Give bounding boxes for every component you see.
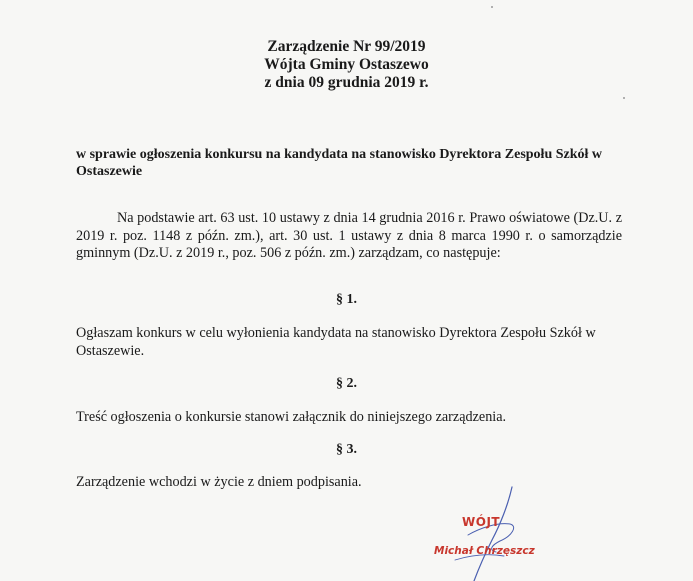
stamp-name: Michał Chrzęszcz	[434, 545, 535, 557]
scan-speck	[491, 6, 493, 8]
section-1-text: Ogłaszam konkurs w celu wyłonienia kandydata na stanowisko Dyrektora Zespołu Szkół w Ostaszewie.	[76, 325, 596, 359]
section-3-text: Zarządzenie wchodzi w życie z dniem podpisania.	[76, 474, 362, 490]
document-subject: w sprawie ogłoszenia konkursu na kandydata na stanowisko Dyrektora Zespołu Szkół w Ostaszewie	[76, 147, 603, 179]
document-preamble: Na podstawie art. 63 ust. 10 ustawy z dnia 14 grudnia 2016 r. Prawo oświatowe (Dz.U. z 2019 r. poz. 1148 z późn. zm.), art. 30 ust. 1 ustawy z dnia 8 marca 1990 r. o samorządzie gminnym (Dz.U. z 2019 r., poz. 506 z późn. zm.) zarządzam, co następuje:	[76, 210, 622, 261]
section-2-heading: § 2.	[336, 376, 357, 391]
section-2-text: Treść ogłoszenia o konkursie stanowi załącznik do niniejszego zarządzenia.	[76, 409, 507, 425]
section-1-heading: § 1.	[336, 292, 357, 307]
document-issuer: Wójta Gminy Ostaszewo	[264, 56, 429, 73]
document-title: Zarządzenie Nr 99/2019	[267, 38, 426, 55]
stamp-title: WÓJT	[462, 515, 501, 529]
section-3-heading: § 3.	[336, 442, 357, 457]
document-date: z dnia 09 grudnia 2019 r.	[264, 74, 429, 91]
scan-speck	[623, 97, 625, 99]
